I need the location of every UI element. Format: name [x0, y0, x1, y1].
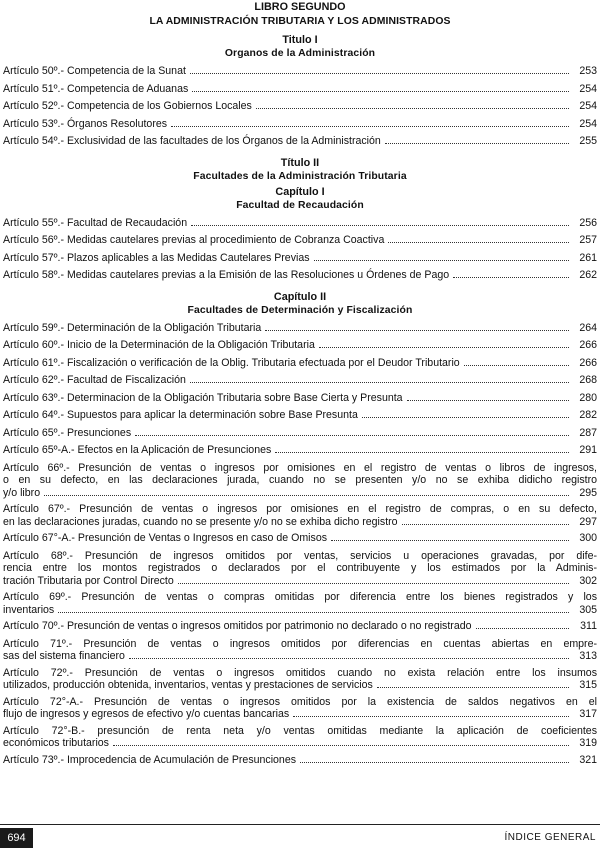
page-ref: 262: [579, 269, 597, 281]
entry-title: Plazos aplicables a las Medidas Cautelares Previas: [66, 251, 310, 264]
entry-title: Fiscalización o verificación de la Oblig. Tributaria efectuada por el Deudor Tributario: [66, 356, 460, 369]
entry-title: Presunción de ventas o ingresos omitidos por patrimonio no declarado o no registrado: [66, 620, 472, 632]
leader-dots: [58, 612, 569, 613]
toc-entry[interactable]: [0, 618, 600, 636]
capitulo-1-subheading: Facultad de Recaudación: [236, 199, 364, 211]
leader-dots: [129, 658, 569, 659]
leader-dots: [135, 435, 569, 436]
entry-title: Efectos en la Aplicación de Presunciones: [77, 444, 272, 456]
entry-last-line: [3, 516, 597, 529]
leader-dots: [402, 524, 569, 525]
toc-entry[interactable]: [0, 425, 600, 443]
titulo-1-subheading: Organos de la Administración: [224, 48, 376, 59]
entry-line: o en su defecto, en las declaraciones jurada, cuando no se presenten y/o no se exhiba didicho registro: [3, 474, 597, 486]
page-ref: 254: [579, 117, 597, 130]
capitulo-2-heading: Capítulo II: [273, 290, 327, 303]
leader-dots: [191, 225, 569, 226]
leader-dots: [377, 687, 569, 688]
page-ref: 254: [579, 100, 597, 112]
article-number: Artículo 53º.-: [3, 117, 64, 130]
page-ref: 255: [579, 135, 597, 147]
leader-dots: [314, 260, 569, 261]
page-ref: 256: [579, 216, 597, 229]
toc-entry[interactable]: [0, 407, 600, 425]
toc-entry[interactable]: [0, 267, 600, 285]
entry-last-line: [3, 708, 597, 721]
toc-entry-multiline[interactable]: [0, 501, 600, 530]
entry-title: Competencia de Aduanas: [66, 82, 189, 95]
capitulo-1-entries: [0, 215, 600, 285]
toc-entry-multiline[interactable]: [0, 460, 600, 502]
page-ref: 280: [579, 391, 597, 404]
article-number: Artículo 57º.-: [3, 251, 64, 264]
article-number: Artículo 59º.-: [3, 321, 64, 334]
titulo-2-subheading: Facultades de la Administración Tributaria: [193, 170, 407, 182]
entry-title: Supuestos para aplicar la determinación sobre Base Presunta: [66, 409, 358, 421]
entry-line: Artículo 71º.- Presunción de ventas o ingresos omitidos por diferencias en cuentas abiertas en empre-: [3, 637, 597, 650]
leader-dots: [476, 628, 569, 629]
entry-last-line: [3, 604, 597, 617]
leader-dots: [178, 583, 569, 584]
page-ref: 282: [579, 409, 597, 421]
page-ref: 315: [579, 679, 597, 691]
entry-title: Facultad de Recaudación: [66, 216, 188, 229]
entry-title: Órganos Resolutores: [66, 117, 168, 130]
entry-line: Artículo 68º.- Presunción de ingresos omitidos por ventas, servicios u operaciones gravadas, por dife-: [3, 549, 597, 562]
page-number: 694: [0, 828, 33, 848]
article-number: Artículo 64º.-: [3, 409, 64, 421]
entry-title: Inicio de la Determinación de la Obligación Tributaria: [66, 339, 315, 351]
leader-dots: [362, 417, 569, 418]
entry-line: y/o libro: [3, 486, 41, 499]
page-ref: 313: [579, 650, 597, 662]
entry-line: rencia entre los montos registrados o declarados por el contribuyente y los estimados por la Adminis-: [3, 562, 597, 574]
leader-dots: [171, 126, 569, 127]
article-number: Artículo 51º.-: [3, 82, 64, 95]
toc-entry-multiline[interactable]: [0, 694, 600, 723]
leader-dots: [265, 330, 569, 331]
leader-dots: [464, 365, 569, 366]
leader-dots: [300, 762, 569, 763]
toc-entry[interactable]: [0, 98, 600, 116]
titulo-1-entries: [0, 63, 600, 151]
page-ref: 321: [579, 753, 597, 766]
toc-entry[interactable]: [0, 372, 600, 390]
leader-dots: [113, 745, 569, 746]
titulo-1-heading: Titulo I: [282, 34, 318, 46]
article-number: Artículo 67°-A.-: [3, 532, 75, 544]
entry-line: económicos tributarios: [3, 737, 109, 749]
entry-last-line: [3, 679, 597, 692]
page-ref: 287: [579, 426, 597, 439]
article-number: Artículo 54º.-: [3, 135, 64, 147]
page-ref: 317: [579, 708, 597, 720]
toc-entry[interactable]: [0, 320, 600, 338]
entry-line: Artículo 69º.- Presunción de ventas o compras omitidas por diferencia entre los bienes registrados y los: [3, 591, 597, 603]
article-number: Artículo 58º.-: [3, 269, 64, 281]
toc-entry-multiline[interactable]: [0, 723, 600, 752]
toc-entry[interactable]: [0, 133, 600, 151]
entry-title: Facultad de Fiscalización: [66, 374, 186, 386]
page-ref: 257: [579, 234, 597, 246]
article-number: Artículo 70º.-: [3, 620, 64, 632]
toc-entry-multiline[interactable]: [0, 665, 600, 694]
page-ref: 297: [579, 515, 597, 528]
entry-last-line: [3, 575, 597, 588]
page-ref: 300: [579, 532, 597, 544]
entry-title: Medidas cautelares previas a la Emisión de las Resoluciones u Órdenes de Pago: [66, 269, 450, 281]
toc-entry[interactable]: [0, 337, 600, 355]
entry-title: Determinacion de la Obligación Tributaria sobre Base Cierta y Presunta: [66, 391, 403, 404]
leader-dots: [293, 716, 569, 717]
capitulo-2-entries: [0, 320, 600, 770]
toc-entry[interactable]: [0, 250, 600, 268]
book-title: LIBRO SEGUNDO: [254, 1, 346, 13]
entry-title: Competencia de la Sunat: [66, 65, 186, 77]
entry-line: Artículo 72°-B.- presunción de renta neta y/o ventas omitidas mediante la aplicación de coeficientes: [3, 724, 597, 737]
leader-dots: [331, 540, 569, 541]
leader-dots: [385, 143, 569, 144]
footer-rule: [0, 824, 600, 825]
article-number: Artículo 52º.-: [3, 100, 64, 112]
entry-title: Presunción de Ventas o Ingresos en caso de Omisos: [77, 532, 328, 544]
page-ref: 261: [579, 251, 597, 264]
entry-line: flujo de ingresos y egresos de efectivo y/o cuentas bancarias: [3, 708, 290, 720]
entry-line: tración Tributaria por Control Directo: [3, 574, 174, 587]
leader-dots: [319, 347, 569, 348]
toc-entry[interactable]: [0, 116, 600, 134]
article-number: Artículo 65º-A.-: [3, 444, 75, 456]
toc-entry[interactable]: [0, 215, 600, 233]
titulo-2-heading: Título II: [280, 156, 320, 169]
page-ref: 311: [580, 620, 597, 632]
entry-title: Determinación de la Obligación Tributaria: [66, 321, 262, 334]
toc-entry-multiline[interactable]: [0, 636, 600, 665]
entry-line: Artículo 72°-A.- Presunción de ventas o ingresos omitidos por la existencia de saldos negativos en el: [3, 695, 597, 708]
article-number: Artículo 61º.-: [3, 356, 64, 369]
toc-entry[interactable]: [0, 442, 600, 460]
entry-last-line: [3, 650, 597, 663]
leader-dots: [407, 400, 569, 401]
article-number: Artículo 65º.-: [3, 426, 64, 439]
toc-entry-multiline[interactable]: [0, 589, 600, 618]
entry-last-line: [3, 487, 597, 500]
book-subtitle: LA ADMINISTRACIÓN TRIBUTARIA Y LOS ADMINISTRADOS: [149, 16, 451, 27]
leader-dots: [388, 242, 569, 243]
entry-title: Presunciones: [66, 426, 132, 439]
page-ref: 302: [579, 574, 597, 587]
entry-line: en las declaraciones juradas, cuando no se presente y/o no se exhiba dicho registro: [3, 515, 398, 528]
entry-line: Artículo 66º.- Presunción de ventas o ingresos por omisiones en el registro de ventas o libros de ingresos,: [3, 461, 597, 474]
footer-section-title: ÍNDICE GENERAL: [504, 832, 596, 843]
article-number: Artículo 62º.-: [3, 374, 64, 386]
entry-line: sas del sistema financiero: [3, 650, 125, 662]
entry-line: utilizados, producción obtenida, inventarios, ventas y prestaciones de servicios: [3, 679, 373, 691]
page-ref: 264: [579, 321, 597, 334]
page-ref: 268: [579, 374, 597, 386]
entry-title: Exclusividad de las facultades de los Órganos de la Administración: [66, 135, 381, 147]
toc-entry[interactable]: [0, 355, 600, 373]
entry-last-line: [3, 737, 597, 750]
page-ref: 253: [579, 65, 597, 77]
toc-entry[interactable]: [0, 232, 600, 250]
article-number: Artículo 50º.-: [3, 65, 64, 77]
entry-line: Artículo 72º.- Presunción de ventas o ingresos omitidos cuando no exista relación entre los insumos: [3, 666, 597, 679]
toc-entry-multiline[interactable]: [0, 548, 600, 590]
page-ref: 319: [579, 737, 597, 749]
leader-dots: [44, 495, 569, 496]
page-ref: 254: [579, 82, 597, 95]
toc-entry[interactable]: [0, 81, 600, 99]
page-ref: 266: [579, 339, 597, 351]
toc-entry[interactable]: [0, 390, 600, 408]
article-number: Artículo 63º.-: [3, 391, 64, 404]
page-ref: 291: [579, 444, 597, 456]
toc-entry[interactable]: [0, 530, 600, 548]
article-number: Artículo 73º.-: [3, 753, 64, 766]
toc-entry[interactable]: [0, 752, 600, 770]
page-ref: 295: [579, 486, 597, 499]
article-number: Artículo 55º.-: [3, 216, 64, 229]
article-number: Artículo 60º.-: [3, 339, 64, 351]
entry-title: Competencia de los Gobiernos Locales: [66, 100, 252, 112]
toc-entry[interactable]: [0, 63, 600, 81]
leader-dots: [192, 91, 569, 92]
entry-title: Medidas cautelares previas al procedimiento de Cobranza Coactiva: [66, 234, 385, 246]
entry-title: Improcedencia de Acumulación de Presunciones: [66, 753, 297, 766]
entry-line: Artículo 67º.- Presunción de ventas o ingresos por omisiones en el registro de compras, o en su defecto,: [3, 503, 597, 515]
leader-dots: [190, 382, 569, 383]
leader-dots: [256, 108, 569, 109]
page-ref: 266: [579, 356, 597, 369]
leader-dots: [190, 73, 569, 74]
capitulo-1-heading: Capítulo I: [275, 185, 325, 198]
capitulo-2-subheading: Facultades de Determinación y Fiscalización: [187, 304, 413, 316]
page-ref: 305: [579, 603, 597, 616]
entry-line: inventarios: [3, 603, 55, 616]
article-number: Artículo 56º.-: [3, 234, 64, 246]
leader-dots: [453, 277, 569, 278]
leader-dots: [275, 452, 569, 453]
